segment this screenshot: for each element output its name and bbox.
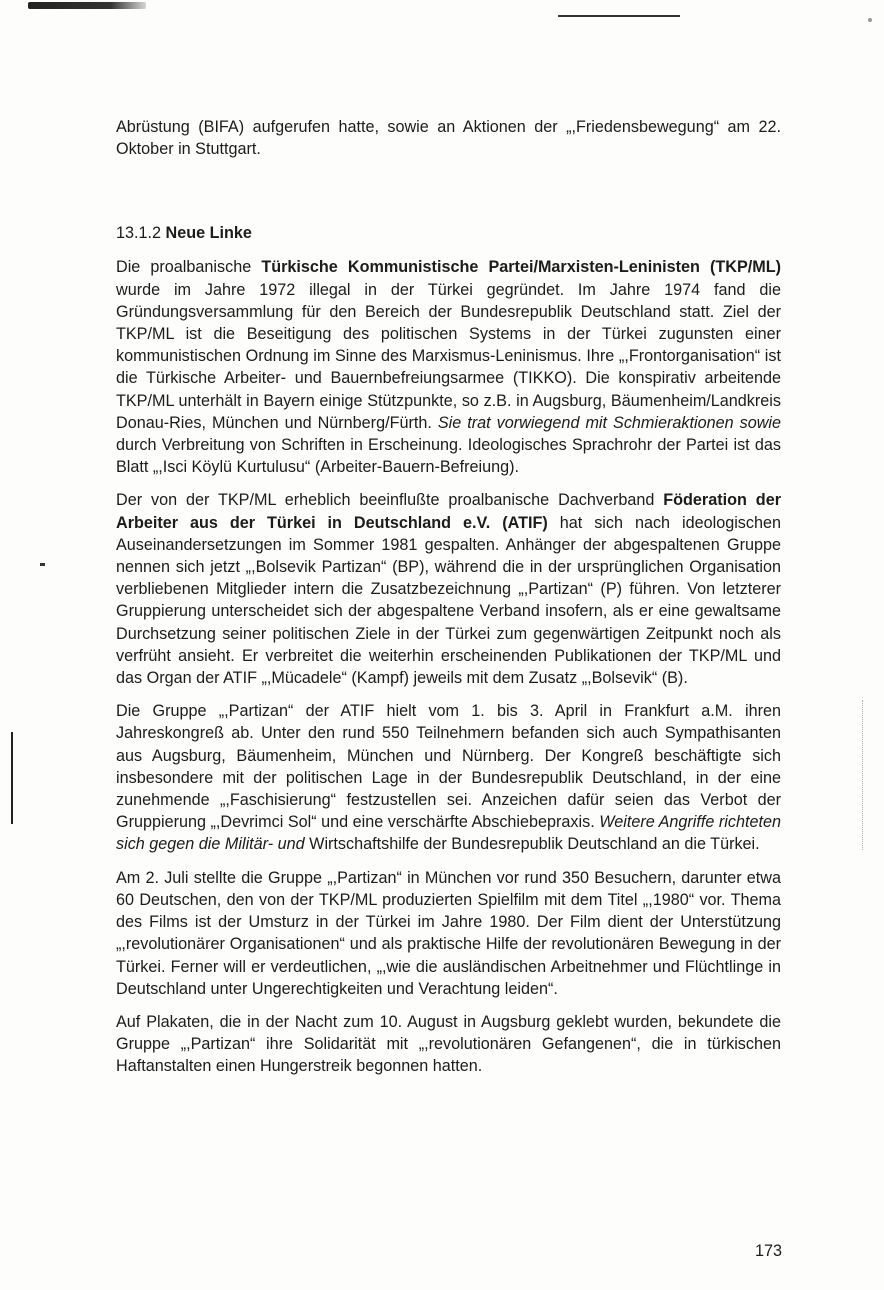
section-number: 13.1.2 — [116, 224, 162, 243]
section-heading — [116, 222, 781, 244]
italic-passage: Sie trat vorwiegend mit Schmieraktionen sowie — [437, 413, 781, 432]
bold-term-tkp-ml: Türkische Kommunistische Partei/Marxisten-Leninisten (TKP/ML) — [261, 258, 782, 277]
bold-term-atif: Föderation der Arbeiter aus der Türkei in Deutschland e.V. (ATIF) — [116, 491, 781, 532]
scan-artifact-mark — [28, 2, 146, 9]
paragraph-tkp-ml: Die proalbanische Türkische Kommunistische Partei/Marxisten-Leninisten (TKP/ML) wurde im Jahre 1972 illegal in der Türkei gegründet. Im Jahre 1974 fand die Gründungsversammlung für den Bereich der Bundesrepublik Deutschland statt. Ziel der TKP/ML ist die Beseitigung des politischen Systems in der Türkei zugunsten einer kommunistischen Ordnung im Sinne des Marxismus-Leninismus. Ihre „,Frontorganisation“ ist die Türkische Arbeiter- und Bauernbefreiungsarmee (TIKKO). Die konspirativ arbeitende TKP/ML unterhält in Bayern einige Stützpunkte, so z.B. in Augsburg, Bäumenheim/Landkreis Donau-Ries, München und Nürnberg/Fürth. Sie trat vorwiegend mit Schmieraktionen sowie durch Verbreitung von Schriften in Erscheinung. Ideologisches Sprachrohr der Partei ist das Blatt „,Isci Köylü Kurtulusu“ (Arbeiter-Bauern-Befreiung). — [116, 258, 782, 477]
section-title: Neue Linke — [165, 224, 252, 243]
scan-artifact-tick — [40, 563, 45, 566]
scan-artifact-dots — [862, 700, 864, 850]
paragraph-kongress: Die Gruppe „,Partizan“ der ATIF hielt vom 1. bis 3. April in Frankfurt a.M. ihren Jahreskongreß ab. Unter den rund 550 Teilnehmern befanden sich auch Sympathisanten aus Augsburg, Bäumenheim, München und Nürnberg. Der Kongreß beschäftigte sich insbesondere mit der politischen Lage in der Bundesrepublik Deutschland, in der eine zunehmende „,Faschisierung“ festzustellen sei. Anzeichen dafür seien das Verbot der Gruppierung „,Devrimci Sol“ und eine verschärfte Abschiebepraxis. Weitere Angriffe richteten sich gegen die Militär- und Wirtschaftshilfe der Bundesrepublik Deutschland an die Türkei. — [116, 702, 782, 854]
paragraph-atif: Der von der TKP/ML erheblich beeinflußte proalbanische Dachverband Föderation der Arbeiter aus der Türkei in Deutschland e.V. (ATIF) hat sich nach ideologischen Auseinandersetzungen im Sommer 1981 gespalten. Anhänger der abgespaltenen Gruppe nennen sich jetzt „,Bolsevik Partizan“ (BP), während die in der ursprünglichen Organisation verbliebenen Mitglieder intern die Zusatzbezeichnung „,Partizan“ (P) führen. Von letzterer Gruppierung unterscheidet sich der abgespaltene Verband insofern, als er eine gewaltsame Durchsetzung seiner politischen Ziele in der Türkei zum gegenwärtigen Zeitpunkt noch als verfrüht ansieht. Er verbreitet die weiterhin erscheinenden Publikationen der TKP/ML und das Organ der ATIF „,Mücadele“ (Kampf) jeweils mit dem Zusatz „,Bolsevik“ (B). — [116, 491, 781, 688]
scan-artifact-dot — [868, 18, 872, 22]
paragraph-plakate: Auf Plakaten, die in der Nacht zum 10. August in Augsburg geklebt wurden, bekundete die Gruppe „,Partizan“ ihre Solidarität mit „,revolutionären Gefangenen“, die in türkischen Haftanstalten einen Hungerstreik begonnen hatten. — [116, 1012, 781, 1076]
italic-passage: Weitere Angriffe richteten sich gegen die Militär- und — [116, 813, 782, 854]
intro-paragraph: Abrüstung (BIFA) aufgerufen hatte, sowie an Aktionen der „,Friedensbewegung“ am 22. Oktober in Stuttgart. — [116, 118, 781, 159]
scan-artifact-rule — [558, 15, 680, 17]
body-text — [116, 116, 781, 1089]
margin-bar — [11, 732, 13, 824]
paragraph-film: Am 2. Juli stellte die Gruppe „,Partizan“ in München vor rund 350 Besuchern, darunter etwa 60 Deutschen, den von der TKP/ML produzierten Spielfilm mit dem Titel „,1980“ vor. Thema des Films ist der Umsturz in der Türkei im Jahre 1980. Der Film dient der Unterstützung „,revolutionärer Organisationen“ und als praktische Hilfe der revolutionären Bewegung in der Türkei. Ferner will er verdeutlichen, „,wie die ausländischen Arbeitnehmer und Flüchtlinge in Deutschland unter Ungerechtigkeiten und Verachtung leiden“. — [116, 868, 781, 998]
page-number: 173 — [754, 1242, 782, 1260]
